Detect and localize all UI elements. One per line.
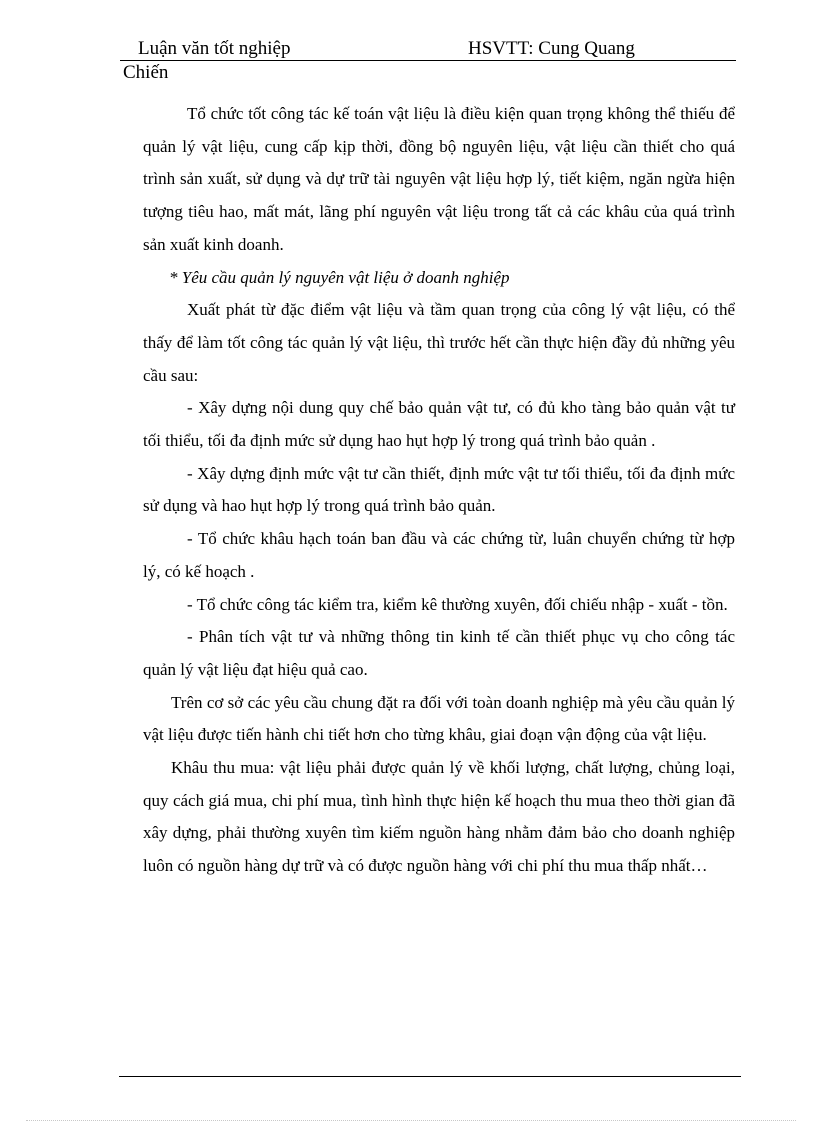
paragraph-requirements: Xuất phát từ đặc điểm vật liệu và tầm quan trọng của công lý vật liệu, có thể thấy để làm tốt công tác quản lý vật liệu, thì trước hết cần thực hiện đầy đủ những yêu cầu sau: — [143, 300, 735, 385]
bullet-item: - Phân tích vật tư và những thông tin kinh tế cần thiết phục vụ cho công tác quản lý vật liệu đạt hiệu quả cao. — [143, 627, 735, 679]
bullet-item: - Tổ chức khâu hạch toán ban đầu và các chứng từ, luân chuyển chứng từ hợp lý, có kế hoạch . — [143, 529, 735, 581]
paragraph-stages: Trên cơ sở các yêu cầu chung đặt ra đối với toàn doanh nghiệp mà yêu cầu quản lý vật liệu được tiến hành chi tiết hơn cho từng khâu, giai đoạn vận động của vật liệu. — [143, 692, 735, 745]
section-heading: * Yêu cầu quản lý nguyên vật liệu ở doanh nghiệp — [169, 267, 510, 287]
bullet-item: - Tổ chức công tác kiểm tra, kiểm kê thường xuyên, đối chiếu nhập - xuất - tồn. — [187, 594, 728, 614]
bullet-item: - Xây dựng định mức vật tư cần thiết, định mức vật tư tối thiểu, tối đa định mức sử dụng và hao hụt hợp lý trong quá trình bảo quản. — [143, 463, 735, 516]
page-header — [120, 38, 736, 61]
footer-rule — [119, 1076, 741, 1077]
paragraph-purchasing: Khâu thu mua: vật liệu phải được quản lý về khối lượng, chất lượng, chủng loại, quy cách giá mua, chi phí mua, tình hình thực hiện kế hoạch thu mua theo thời gian đã xây dựng, phải thường xuyên tìm kiếm nguồn hàng nhằm đảm bảo cho doanh nghiệp luôn có nguồn hàng dự trữ và có được nguồn hàng với chi phí thu mua thấp nhất… — [143, 758, 735, 876]
header-title: Luận văn tốt nghiệp — [138, 38, 291, 59]
bullet-item: - Xây dựng nội dung quy chế bảo quản vật tư, có đủ kho tàng bảo quản vật tư tối thiểu, tối đa định mức sử dụng hao hụt hợp lý trong quá trình bảo quản . — [143, 398, 735, 451]
header-author: HSVTT: Cung Quang — [468, 38, 635, 59]
page-edge-divider — [26, 1120, 796, 1121]
body-text — [143, 98, 735, 883]
paragraph-intro: Tổ chức tốt công tác kế toán vật liệu là điều kiện quan trọng không thể thiếu để quản lý vật liệu, cung cấp kịp thời, đồng bộ nguyên liệu, vật liệu cần thiết cho quá trình sản xuất, sử dụng và dự trữ tài nguyên vật liệu hợp lý, tiết kiệm, ngăn ngừa hiện tượng tiêu hao, mất mát, lãng phí nguyên vật liệu trong tất cả các khâu của quá trình sản xuất kinh doanh. — [143, 104, 735, 254]
header-author-continuation: Chiến — [123, 62, 169, 83]
